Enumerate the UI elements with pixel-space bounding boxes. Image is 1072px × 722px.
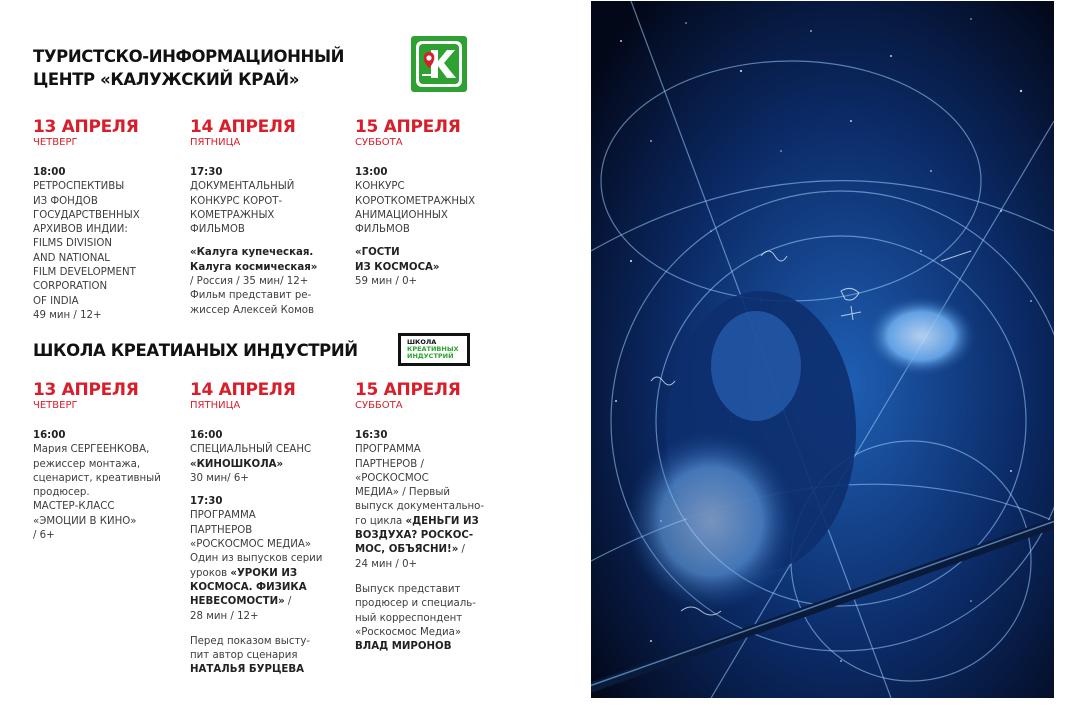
school-logo-line3: ИНДУСТРИЙ [407,352,454,360]
event-line: Один из выпусков серии [190,553,323,565]
event-meta: / Россия / 35 мин/ 12+ [190,276,309,288]
event-line: ПРОГРАММА [190,510,256,522]
event-meta: жиссер Алексей Комов [190,304,314,316]
event-line: FILM DEVELOPMENT [33,267,136,279]
event-time: 17:30 [190,167,223,178]
event-text: / [284,596,292,608]
center-day-13-event [33,166,140,323]
event-meta: 28 мин / 12+ [190,610,259,622]
film-title: ИЗ КОСМОСА» [355,261,440,273]
film-title: НЕВЕСОМОСТИ» [190,596,285,608]
event-line: ИЗ ФОНДОВ [33,195,98,207]
event-line: КОНКУРС [355,181,405,193]
event-line: ПРОГРАММА [355,444,421,456]
event-line: АРХИВОВ ИНДИИ: [33,224,128,236]
event-text: го цикла [355,515,406,527]
school-day-13-event [33,429,161,543]
school-day-15 [355,381,484,654]
school-day-15-date: 15 АПРЕЛЯ [355,380,461,400]
event-line: «РОСКОСМОС [355,472,429,484]
event-line: сценарист, креативный [33,472,161,484]
center-day-14-weekday: ПЯТНИЦА [190,137,241,148]
presenter-name: ВЛАД МИРОНОВ [355,641,452,653]
film-title: Калуга космическая» [190,261,318,273]
event-time: 16:00 [33,430,66,441]
event-line: OF INDIA [33,295,79,307]
school-day-13-weekday: ЧЕТВЕРГ [33,400,78,411]
film-title: МОС, ОБЪЯСНИ!» [355,544,459,556]
school-day-14-date: 14 АПРЕЛЯ [190,380,296,400]
center-day-14-event [190,166,317,318]
event-line: выпуск документально- [355,501,485,513]
event-line [355,543,484,557]
center-day-15-weekday: СУББОТА [355,137,403,148]
school-logo-line1: ШКОЛА [407,338,437,346]
event-line: ный корреспондент [355,612,463,624]
event-line: «ЭМОЦИИ В КИНО» [33,515,137,527]
center-title-line1: ТУРИСТСКО-ИНФОРМАЦИОННЫЙ [33,47,345,66]
center-day-15 [355,118,475,289]
event-line [190,595,322,609]
event-line: «РОСКОСМОС МЕДИА» [190,539,312,551]
event-text: / [458,544,465,556]
film-title: «Калуга купеческая. [190,247,314,259]
event-line: ФИЛЬМОВ [355,224,410,236]
event-line: КОМЕТРАЖНЫХ [190,209,275,221]
center-title [33,45,344,91]
cosmic-photo-illustration [591,1,1054,698]
film-title: ВОЗДУХА? РОСКОС- [355,530,474,542]
school-day-14-event [190,429,322,678]
event-line: ДОКУМЕНТАЛЬНЫЙ [190,181,295,193]
event-line: ГОСУДАРСТВЕННЫХ [33,209,140,221]
school-title: ШКОЛА КРЕАТИАНЫХ ИНДУСТРИЙ [33,341,358,360]
center-day-13-weekday: ЧЕТВЕРГ [33,137,78,148]
event-line: продюсер. [33,487,90,499]
film-title: «ГОСТИ [355,247,400,259]
event-meta: 59 мин / 0+ [355,276,418,288]
event-line: AND NATIONAL [33,252,110,264]
event-line: СПЕЦИАЛЬНЫЙ СЕАНС [190,444,312,456]
center-day-14-date: 14 АПРЕЛЯ [190,117,296,137]
center-day-13-date: 13 АПРЕЛЯ [33,117,139,137]
event-line: Перед показом высту- [190,635,311,647]
event-line: КОНКУРС КОРОТ- [190,195,283,207]
event-line: режиссер монтажа, [33,458,141,470]
event-meta: 24 мин / 0+ [355,558,418,570]
event-line: МАСТЕР-КЛАСС [33,501,115,513]
school-logo-icon [398,333,470,366]
event-line [190,567,322,581]
center-day-13 [33,118,140,323]
center-day-15-date: 15 АПРЕЛЯ [355,117,461,137]
school-logo-line2: КРЕАТИВНЫХ [407,345,459,353]
event-line: ФИЛЬМОВ [190,224,245,236]
event-line: пит автор сценария [190,650,298,662]
event-line: КОРОТКОМЕТРАЖНЫХ [355,195,476,207]
film-title: «УРОКИ ИЗ [230,567,298,579]
event-time: 16:00 [190,430,223,441]
school-day-14-weekday: ПЯТНИЦА [190,400,241,411]
event-line: ПАРТНЕРОВ / [355,458,424,470]
event-line: РЕТРОСПЕКТИВЫ [33,181,125,193]
event-line: АНИМАЦИОННЫХ [355,209,448,221]
film-title: «ДЕНЬГИ ИЗ [405,515,479,527]
event-line: CORPORATION [33,281,108,293]
presenter-name: НАТАЛЬЯ БУРЦЕВА [190,664,305,676]
event-time: 16:30 [355,430,388,441]
event-line: продюсер и специаль- [355,598,476,610]
center-title-line2: ЦЕНТР «КАЛУЖСКИЙ КРАЙ» [33,70,299,89]
event-meta: 49 мин / 12+ [33,309,102,321]
event-line: FILMS DIVISION [33,238,112,250]
kaluga-logo-icon [411,36,467,92]
center-day-14 [190,118,317,318]
school-day-15-event [355,429,484,654]
cosmic-photo [591,1,1054,698]
school-day-14 [190,381,322,678]
event-meta: 30 мин/ 6+ [190,472,249,484]
school-day-13-date: 13 АПРЕЛЯ [33,380,139,400]
event-line: МЕДИА» / Первый [355,487,450,499]
event-time: 18:00 [33,167,66,178]
event-line: Выпуск представит [355,583,461,595]
event-line: ПАРТНЕРОВ [190,524,253,536]
school-day-13 [33,381,161,543]
event-time: 17:30 [190,496,223,508]
event-line: «Роскосмос Медиа» [355,626,462,638]
event-text: уроков [190,567,231,579]
center-day-15-event [355,166,475,289]
event-meta: Фильм представит ре- [190,290,312,302]
film-title: КОСМОСА. ФИЗИКА [190,581,307,593]
film-title: «КИНОШКОЛА» [190,458,284,470]
event-meta: / 6+ [33,530,55,542]
school-day-15-weekday: СУББОТА [355,400,403,411]
event-time: 13:00 [355,167,388,178]
event-line: Мария СЕРГЕЕНКОВА, [33,444,150,456]
event-line [355,515,484,529]
